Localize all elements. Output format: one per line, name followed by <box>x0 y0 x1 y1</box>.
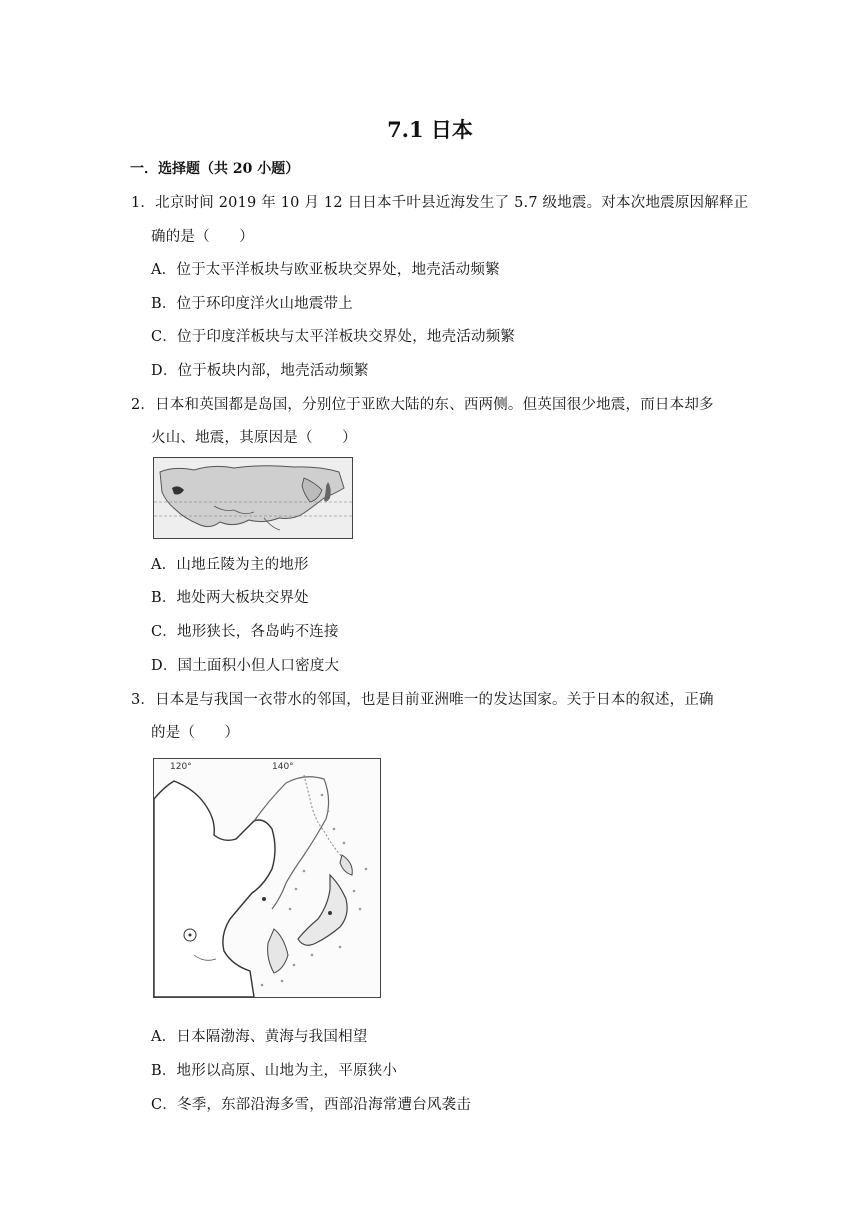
question-3-option-b: B．地形以高原、山地为主，平原狭小 <box>151 1063 398 1079</box>
page-title: 7.1 日本 <box>387 117 473 142</box>
question-2-option-b: B．地处两大板块交界处 <box>151 590 309 606</box>
question-2-option-d: D．国土面积小但人口密度大 <box>151 658 340 674</box>
question-3-option-a: A．日本隔渤海、黄海与我国相望 <box>151 1029 368 1045</box>
question-3-text-cont: 的是（ ） <box>151 725 240 741</box>
question-2-text-cont: 火山、地震，其原因是（ ） <box>151 430 357 446</box>
question-3-text: 3．日本是与我国一衣带水的邻国，也是目前亚洲唯一的发达国家。关于日本的叙述，正确 <box>131 692 714 708</box>
world-map-figure <box>153 457 353 539</box>
question-1-option-c: C．位于印度洋板块与太平洋板块交界处，地壳活动频繁 <box>151 329 516 345</box>
question-3-option-c: C．冬季，东部沿海多雪，西部沿海常遭台风袭击 <box>151 1097 471 1113</box>
question-2-option-a: A．山地丘陵为主的地形 <box>151 557 309 573</box>
east-asia-map-figure <box>153 758 381 998</box>
question-1-option-a: A．位于太平洋板块与欧亚板块交界处，地壳活动频繁 <box>151 262 500 278</box>
east-asia-map-image <box>154 759 380 997</box>
map-label-140: 140° <box>272 762 294 772</box>
question-1-text: 1．北京时间 2019 年 10 月 12 日日本千叶县近海发生了 5.7 级地震。对本次地震原因解释正 <box>131 195 749 211</box>
map-label-120: 120° <box>170 762 192 772</box>
question-2-option-c: C．地形狭长，各岛屿不连接 <box>151 624 339 640</box>
question-1-option-b: B．位于环印度洋火山地震带上 <box>151 296 353 312</box>
question-2-text: 2．日本和英国都是岛国，分别位于亚欧大陆的东、西两侧。但英国很少地震，而日本却多 <box>131 397 714 413</box>
world-map-image <box>154 458 352 538</box>
question-1-text-cont: 确的是（ ） <box>151 229 254 245</box>
question-1-option-d: D．位于板块内部，地壳活动频繁 <box>151 363 369 379</box>
section-heading: 一．选择题（共 20 小题） <box>130 161 300 177</box>
